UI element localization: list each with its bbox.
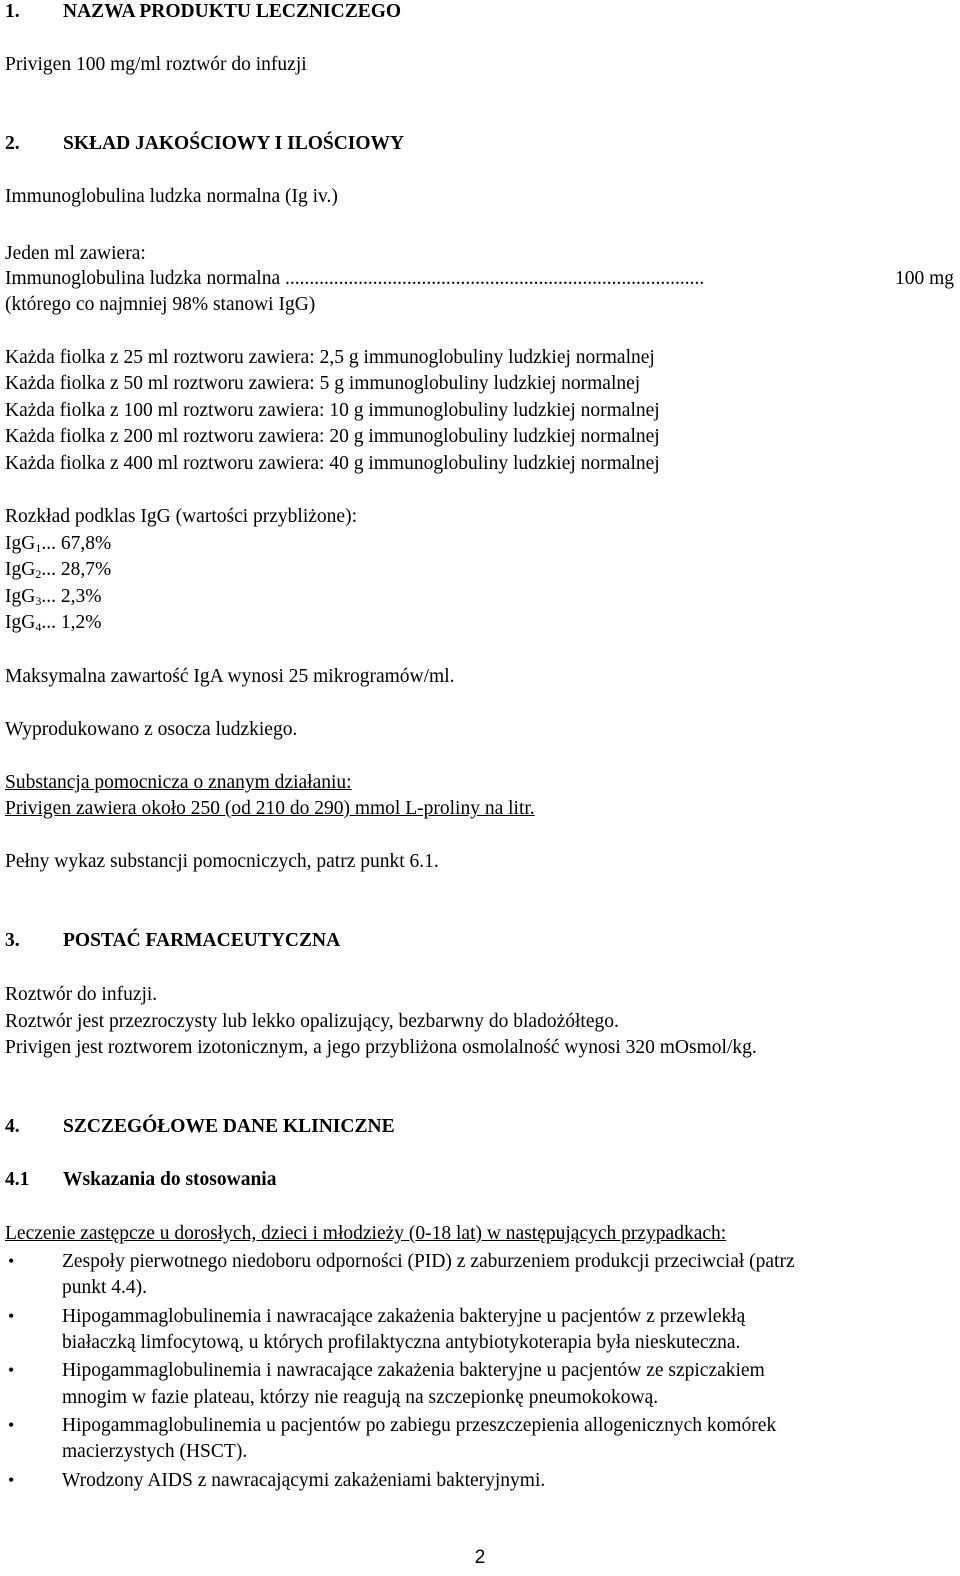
indication-line: punkt 4.4). — [62, 1277, 148, 1298]
subclass-index: 4 — [35, 620, 42, 634]
subclass-base: IgG — [5, 559, 36, 580]
indication-line: macierzystych (HSCT). — [62, 1441, 248, 1462]
bullet-icon: • — [8, 1251, 15, 1271]
section-number: 4.1 — [5, 1169, 30, 1190]
section-4-heading — [5, 1117, 395, 1137]
bullet-icon: • — [8, 1306, 15, 1326]
indication-line: mnogim w fazie plateau, którzy nie reagują na szczepionkę pneumokokową. — [62, 1387, 659, 1408]
indication-line: Hipogammaglobulinemia i nawracające zakażenia bakteryjne u pacjentów ze szpiczakiem — [62, 1360, 765, 1381]
subclass-row — [5, 534, 111, 554]
subclass-index: 1 — [35, 541, 42, 555]
form-line: Roztwór do infuzji. — [5, 984, 158, 1005]
indication-line: Hipogammaglobulinemia u pacjentów po zabiegu przeszczepienia allogenicznych komórek — [62, 1415, 777, 1436]
product-name: Privigen 100 mg/ml roztwór do infuzji — [5, 54, 307, 75]
vial-line: Każda fiolka z 400 ml roztworu zawiera: 40 g immunoglobuliny ludzkiej normalnej — [5, 453, 660, 474]
section-2-heading — [5, 134, 404, 154]
excipient-header: Substancja pomocnicza o znanym działaniu: — [5, 772, 352, 793]
section-number: 4. — [5, 1116, 20, 1137]
subclass-index: 3 — [35, 594, 42, 608]
subclass-header: Rozkład podklas IgG (wartości przybliżone): — [5, 506, 357, 527]
contains-header: Jeden ml zawiera: — [5, 243, 146, 264]
section-number: 1. — [5, 1, 20, 22]
subclass-base: IgG — [5, 612, 36, 633]
section-number: 2. — [5, 133, 20, 154]
iga-max: Maksymalna zawartość IgA wynosi 25 mikrogramów/ml. — [5, 666, 455, 687]
form-line: Privigen jest roztworem izotonicznym, a jego przybliżona osmolalność wynosi 320 mOsmol/kg. — [5, 1037, 757, 1058]
subclass-value: ... 67,8% — [41, 533, 112, 554]
origin: Wyprodukowano z osocza ludzkiego. — [5, 719, 298, 740]
section-title: Wskazania do stosowania — [63, 1169, 277, 1190]
contains-line: Immunoglobulina ludzka normalna ...................................................................................... — [5, 269, 705, 289]
indication-line: Wrodzony AIDS z nawracającymi zakażeniami bakteryjnymi. — [62, 1470, 546, 1491]
subclass-value: ... 1,2% — [41, 612, 102, 633]
section-title: NAZWA PRODUKTU LECZNICZEGO — [63, 1, 402, 22]
excipient-text: Privigen zawiera około 250 (od 210 do 290) mmol L-proliny na litr. — [5, 798, 535, 819]
subclass-index: 2 — [35, 567, 42, 581]
indication-line: Hipogammaglobulinemia i nawracające zakażenia bakteryjne u pacjentów z przewlekłą — [62, 1306, 746, 1327]
subclass-base: IgG — [5, 533, 36, 554]
bullet-icon: • — [8, 1470, 15, 1490]
vial-line: Każda fiolka z 50 ml roztworu zawiera: 5 g immunoglobuliny ludzkiej normalnej — [5, 373, 641, 394]
excipient-ref: Pełny wykaz substancji pomocniczych, patrz punkt 6.1. — [5, 851, 439, 872]
section-title: POSTAĆ FARMACEUTYCZNA — [63, 930, 341, 951]
active-substance: Immunoglobulina ludzka normalna (Ig iv.) — [5, 186, 338, 207]
section-1-heading — [5, 2, 401, 22]
section-title: SKŁAD JAKOŚCIOWY I ILOŚCIOWY — [63, 133, 405, 154]
page-number: 2 — [474, 1547, 486, 1568]
contains-note: (którego co najmniej 98% stanowi IgG) — [5, 294, 316, 315]
form-line: Roztwór jest przezroczysty lub lekko opalizujący, bezbarwny do bladożółtego. — [5, 1011, 619, 1032]
vial-line: Każda fiolka z 200 ml roztworu zawiera: 20 g immunoglobuliny ludzkiej normalnej — [5, 426, 660, 447]
section-3-heading — [5, 931, 340, 951]
section-number: 3. — [5, 930, 20, 951]
indications-header: Leczenie zastępcze u dorosłych, dzieci i młodzieży (0-18 lat) w następujących przypadkach: — [5, 1223, 727, 1244]
subclass-row — [5, 613, 101, 633]
subclass-row — [5, 587, 101, 607]
vial-line: Każda fiolka z 25 ml roztworu zawiera: 2,5 g immunoglobuliny ludzkiej normalnej — [5, 347, 655, 368]
subclass-row — [5, 560, 111, 580]
vial-line: Każda fiolka z 100 ml roztworu zawiera: 10 g immunoglobuliny ludzkiej normalnej — [5, 400, 660, 421]
subclass-value: ... 2,3% — [41, 586, 102, 607]
bullet-icon: • — [8, 1415, 15, 1435]
section-4-1-heading — [5, 1170, 276, 1190]
section-title: SZCZEGÓŁOWE DANE KLINICZNE — [63, 1116, 395, 1137]
subclass-value: ... 28,7% — [41, 559, 112, 580]
bullet-icon: • — [8, 1360, 15, 1380]
indication-line: Zespoły pierwotnego niedoboru odporności (PID) z zaburzeniem produkcji przeciwciał (patrz — [62, 1251, 795, 1272]
subclass-base: IgG — [5, 586, 36, 607]
contains-amount: 100 mg — [894, 268, 954, 289]
indication-line: białaczką limfocytową, u których profilaktyczna antybiotykoterapia była nieskuteczna. — [62, 1332, 741, 1353]
